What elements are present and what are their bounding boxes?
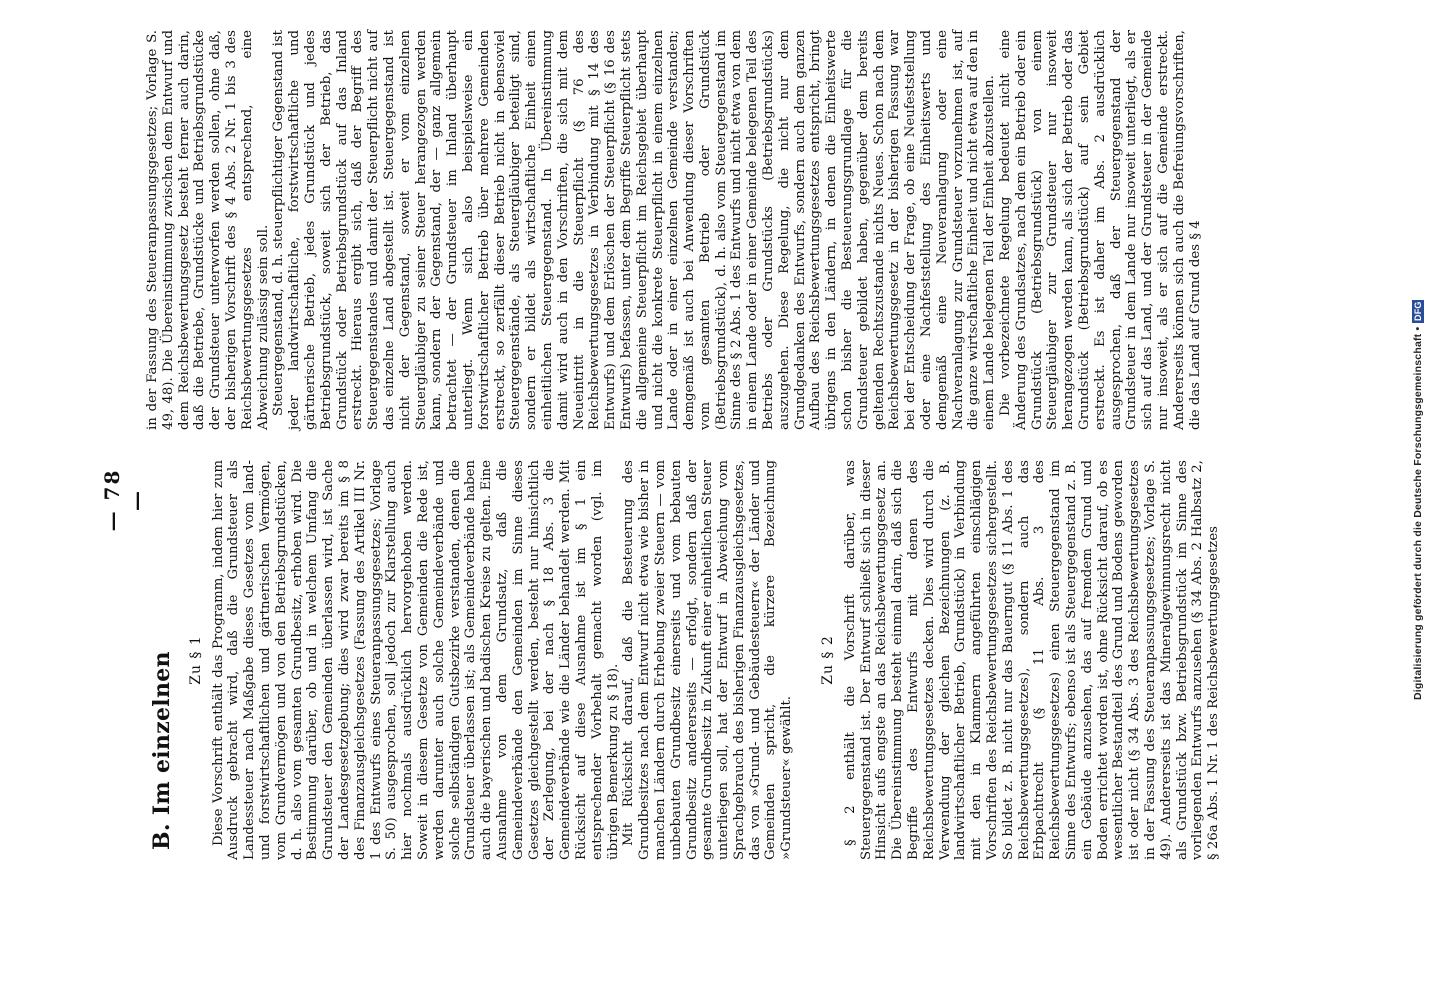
page-number: — 78 —: [100, 468, 148, 532]
dfg-logo: DFG: [1413, 301, 1423, 322]
paragraph: Steuergegenstand, d. h. steuerpflichtiger Gegenstand ist jeder landwirtschaftliche, forstwirtschaftliche und gärtnerische Betrieb, jedes Grundstück und jedes Betriebsgrundstück, soweit sich der Betrieb, das Grundstück oder Betriebsgrundstück auf das Inland erstreckt. Hieraus ergibt sich, daß der Begriff des Steuergegenstandes und damit der Steuerpflicht nicht auf das einzelne Land abgestellt ist. Steuergegenstand ist nicht der Gegenstand, soweit er vom einzelnen Steuergläubiger zu seiner Steuer herangezogen werden kann, sondern der Gegenstand, der — ganz allgemein betrachtet — der Grundsteuer im Inland überhaupt unterliegt. Wenn sich also beispielsweise ein forstwirtschaftlicher Betrieb über mehrere Gemeinden erstreckt, so zerfällt dieser Betrieb nicht in ebensoviel Steuergegenstände, als Steuergläubiger beteiligt sind, sondern er bildet als wirtschaftliche Einheit einen einheitlichen Steuergegenstand. In Übereinstimmung damit wird auch in den Vorschriften, die sich mit dem Neueintritt in die Steuerpflicht (§ 76 des Reichsbewertungsgesetzes in Verbindung mit § 14 des Entwurfs) und dem Erlöschen der Steuerpflicht (§ 16 des Entwurfs) befassen, unter dem Begriffe Steuerpflicht stets die allgemeine Steuerpflicht im Reichsgebiet überhaupt und nicht die konkrete Steuerpflicht in einem einzelnen Lande oder in einer einzelnen Gemeinde verstanden; demgemäß ist auch bei Anwendung dieser Vorschriften vom gesamten Betrieb oder Grundstück (Betriebsgrundstück), d. h. also vom Steuergegenstand im Sinne des § 2 Abs. 1 des Entwurfs und nicht etwa von dem in einem Lande oder in einer Gemeinde belegenen Teil des Betriebs oder Grundstücks (Betriebsgrundstücks) auszugehen. Diese Regelung, die nicht nur dem Grundgedanken des Entwurfs, sondern auch dem ganzen Aufbau des Reichsbewertungsgesetzes entspricht, bringt übrigens in den Ländern, in denen die Einheitswerte schon bisher die Besteuerungsgrundlage für die Grundsteuer gebildet haben, gegenüber dem bereits geltenden Rechtszustande nichts Neues. Schon nach dem Reichsbewertungsgesetz in der bisherigen Fassung war bei der Entscheidung der Frage, ob eine Neufeststellung oder eine Nachfeststellung des Einheitswerts und demgemäß eine Neuveranlagung oder eine Nachveranlagung zur Grundsteuer vorzunehmen ist, auf die ganze wirtschaftliche Einheit und nicht etwa auf den in einem Lande belegenen Teil der Einheit abzustellen.: [271, 30, 998, 430]
right-column: [145, 30, 1203, 430]
paragraph: in der Fassung des Steueranpassungsgesetzes; Vorlage S. 49, 48). Die Übereinstimmung zwischen dem Entwurf und dem Reichsbewertungsgesetz besteht ferner auch darin, daß die Betriebe, Grundstücke und Betriebsgrundstücke der Grundsteuer unterworfen werden sollen, ohne daß, der bisherigen Vorschrift des § 4 Abs. 2 Nr. 1 bis 3 des Reichsbewertungsgesetzes entsprechend, eine Abweichung zulässig sein soll.: [145, 30, 271, 430]
paragraph: § 2 enthält die Vorschrift darüber, was Steuergegenstand ist. Der Entwurf schließt sich in dieser Hinsicht aufs engste an das Reichsbewertungsgesetz an. Die Übereinstimmung besteht einmal darin, daß sich die Begriffe des Entwurfs mit denen des Reichsbewertungsgesetzes decken. Dies wird durch die Verwendung der gleichen Bezeichnungen (z. B. landwirtschaftlicher Betrieb, Grundstück) in Verbindung mit den in Klammern angeführten einschlägigen Vorschriften des Reichsbewertungsgesetzes sichergestellt. So bildet z. B. nicht nur das Bauerngut (§ 11 Abs. 1 des Reichsbewertungsgesetzes), sondern auch das Erbpachtrecht (§ 11 Abs. 3 des Reichsbewertungsgesetzes) einen Steuergegenstand im Sinne des Entwurfs; ebenso ist als Steuergegenstand z. B. ein Gebäude anzusehen, das auf fremdem Grund und Boden errichtet worden ist, ohne Rücksicht darauf, ob es wesentlicher Bestandteil des Grund und Bodens geworden ist oder nicht (§ 34 Abs. 3 des Reichsbewertungsgesetzes in der Fassung des Steueranpassungsgesetzes; Vorlage S. 49). Andererseits ist das Mineralgewinnungsrecht nicht als Grundstück bzw. Betriebsgrundstück im Sinne des vorliegenden Entwurfs anzusehen (§ 34 Abs. 2 Halbsatz 2, § 26a Abs. 1 Nr. 1 des Reichsbewertungsgesetzes: [842, 460, 1222, 860]
section-title: B. Im einzelnen: [149, 651, 175, 850]
subheading-1: Zu § 1: [187, 635, 204, 685]
subheading-2: Zu § 2: [820, 635, 837, 685]
paragraph: Diese Vorschrift enthält das Programm, indem hier zum Ausdruck gebracht wird, daß die Grundsteuer als Landessteuer nach Maßgabe dieses Gesetzes vom land- und forstwirtschaftlichen und gärtnerischen Vermögen, vom Grundvermögen und von den Betriebsgrundstücken, d. h. also vom gesamten Grundbesitz, erhoben wird. Die Bestimmung darüber, ob und in welchem Umfang die Grundsteuer den Gemeinden überlassen wird, ist Sache der Landesgesetzgebung; dies wird zwar bereits im § 8 des Finanzausgleichsgesetzes (Fassung des Artikel III Nr. 1 des Entwurfs eines Steueranpassungsgesetzes; Vorlage S. 50) ausgesprochen, soll jedoch zur Klarstellung auch hier nochmals ausdrücklich hervorgehoben werden. Soweit in diesem Gesetze von Gemeinden die Rede ist, werden darunter auch solche Gemeindeverbände und solche selbständigen Gutsbezirke verstanden, denen die Grundsteuer überlassen ist; als Gemeindeverbände haben auch die bayerischen und badischen Kreise zu gelten. Eine Ausnahme von dem Grundsatz, daß die Gemeindeverbände den Gemeinden im Sinne dieses Gesetzes gleichgestellt werden, besteht nur hinsichtlich der Zerlegung, bei der nach § 18 Abs. 3 die Gemeindeverbände wie die Länder behandelt werden. Mit Rücksicht auf diese Ausnahme ist im § 1 ein entsprechender Vorbehalt gemacht worden (vgl. im übrigen Bemerkung zu § 18).: [210, 460, 621, 860]
digitization-credit: [1406, 10, 1430, 990]
paragraph: Die vorbezeichnete Regelung bedeutet nicht eine Änderung des Grundsatzes, nach dem ein Betrieb oder ein Grundstück (Betriebsgrundstück) von einem Steuergläubiger zur Grundsteuer nur insoweit herangezogen werden kann, als sich der Betrieb oder das Grundstück (Betriebsgrundstück) auf sein Gebiet erstreckt. Es ist daher im Abs. 2 ausdrücklich ausgesprochen, daß der Steuergegenstand der Grundsteuer in dem Lande nur insoweit unterliegt, als er sich auf das Land, und der Grundsteuer in der Gemeinde nur insoweit, als er sich auf die Gemeinde erstreckt. Andererseits können sich auch die Befreiungsvorschriften, die das Land auf Grund des § 4: [998, 30, 1203, 430]
left-column: [145, 460, 1222, 860]
credit-text: Digitalisierung gefördert durch die Deutsche Forschungsgemeinschaft •: [1412, 327, 1424, 701]
paragraph: Mit Rücksicht darauf, daß die Besteuerung des Grundbesitzes nach dem Entwurf nicht etwa wie bisher in manchen Ländern durch Erhebung zweier Steuern — vom unbebauten Grundbesitz einerseits und vom bebauten Grundbesitz andererseits — erfolgt, sondern daß der gesamte Grundbesitz in Zukunft einer einheitlichen Steuer unterliegen soll, hat der Entwurf in Abweichung vom Sprachgebrauch des bisherigen Finanzausgleichsgesetzes, das von »Grund- und Gebäudesteuern« der Länder und Gemeinden spricht, die kürzere Bezeichnung »Grundsteuer« gewählt.: [621, 460, 795, 860]
